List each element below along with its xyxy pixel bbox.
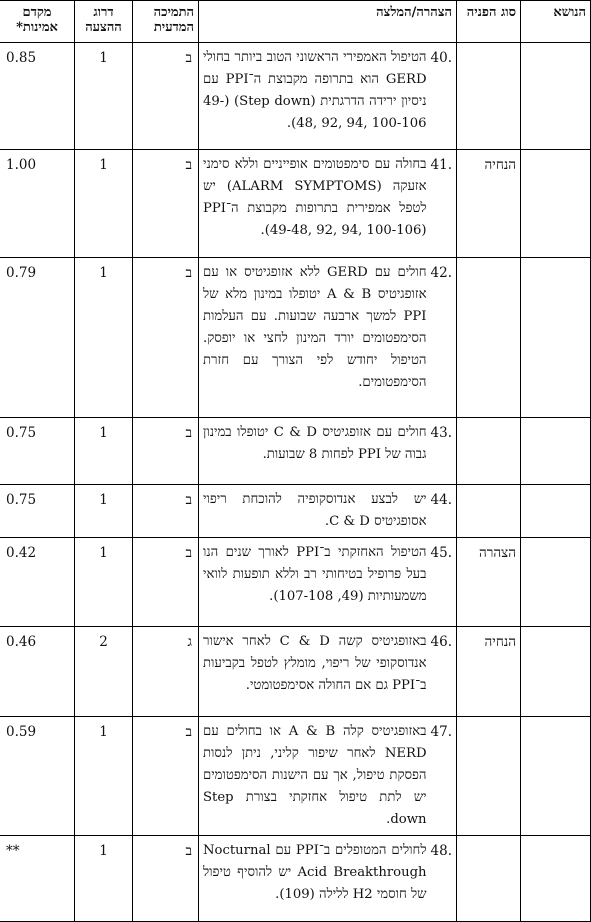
type-cell: הנחיה	[457, 150, 521, 258]
type-cell	[457, 418, 521, 485]
table-row	[0, 485, 591, 538]
support-cell: ב	[133, 717, 199, 836]
statement-number: .40	[430, 50, 452, 66]
grade-cell: 1	[75, 485, 133, 538]
statement-text: לחולים המטופלים ב־PPI עם Nocturnal Acid Breakthrough יש להוסיף טיפול של חוסמי H2 ללילה (109).	[203, 843, 427, 902]
statement-number: .41	[430, 157, 452, 173]
grade-cell: 1	[75, 418, 133, 485]
type-cell	[457, 258, 521, 418]
statement-cell	[199, 717, 457, 836]
type-cell: הנחיה	[457, 627, 521, 717]
type-cell	[457, 836, 521, 922]
coefficient-cell: 0.59	[0, 717, 75, 836]
statement-cell	[199, 538, 457, 627]
topic-cell	[521, 150, 591, 258]
topic-cell	[521, 836, 591, 922]
coefficient-cell: **	[0, 836, 75, 922]
support-cell: ב	[133, 418, 199, 485]
statement-number: .45	[430, 545, 452, 561]
support-cell: ב	[133, 150, 199, 258]
header-scientific-support: התמיכה המדעית	[133, 1, 199, 43]
support-cell: ב	[133, 538, 199, 627]
statement-cell	[199, 43, 457, 150]
topic-cell	[521, 538, 591, 627]
coefficient-cell: 0.85	[0, 43, 75, 150]
table-row	[0, 538, 591, 627]
support-cell: ג	[133, 627, 199, 717]
grade-cell: 1	[75, 717, 133, 836]
statement-number: .47	[430, 724, 452, 740]
header-topic: הנושא	[521, 1, 591, 43]
topic-cell	[521, 418, 591, 485]
grade-cell: 1	[75, 836, 133, 922]
statement-number: .48	[430, 843, 452, 859]
statement-text: הטיפול האחזקתי ב־PPI לאורך שנים הנו בעל פרופיל בטיחותי רב וללא תופעות לוואי משמעותיות (49, 107-108).	[203, 545, 427, 604]
statement-number: .46	[430, 634, 452, 650]
statement-cell	[199, 150, 457, 258]
table-header-row	[0, 1, 591, 43]
statement-number: .43	[430, 425, 452, 441]
topic-cell	[521, 43, 591, 150]
statement-cell	[199, 627, 457, 717]
support-cell: ב	[133, 258, 199, 418]
coefficient-cell: 1.00	[0, 150, 75, 258]
table-row	[0, 418, 591, 485]
coefficient-cell: 0.42	[0, 538, 75, 627]
statement-text: יש לבצע אנדוסקופיה להוכחת ריפוי אסופגיטיס C & D.	[203, 492, 427, 529]
topic-cell	[521, 258, 591, 418]
type-cell	[457, 43, 521, 150]
grade-cell: 1	[75, 258, 133, 418]
header-referral-type: סוג הפניה	[457, 1, 521, 43]
header-reliability-coefficient: מקדם אמינות*	[0, 1, 75, 43]
coefficient-cell: 0.79	[0, 258, 75, 418]
coefficient-cell: 0.46	[0, 627, 75, 717]
table-row	[0, 258, 591, 418]
header-statement: הצהרה/המלצה	[199, 1, 457, 43]
table-row	[0, 836, 591, 922]
table-row	[0, 627, 591, 717]
grade-cell: 1	[75, 150, 133, 258]
support-cell: ב	[133, 485, 199, 538]
type-cell: הצהרה	[457, 538, 521, 627]
coefficient-cell: 0.75	[0, 418, 75, 485]
grade-cell: 2	[75, 627, 133, 717]
statement-text: חולים עם אזופגיטיס C & D יטופלו במינון גבוה של PPI לפחות 8 שבועות.	[203, 425, 427, 462]
grade-cell: 1	[75, 538, 133, 627]
type-cell	[457, 485, 521, 538]
statement-text: חולים עם GERD ללא אזופגיטיס או עם אזופגיטיס A & B יטופלו במינון מלא של PPI למשך ארבעה שבועות. עם העלמות הסימפטומים יורד המינון לחצי או יופסק. הטיפול יחודש לפי הצורך עם חזרת הסימפטומים.	[203, 265, 427, 390]
statement-number: .44	[430, 492, 452, 508]
statement-text: באזופגיטיס קלה A & B או בחולים עם NERD לאחר שיפור קליני, ניתן לנסות הפסקת טיפול, אך עם הישנות הסימפטומים יש לתת טיפול אחזקתי בצורת Step down.	[203, 724, 427, 827]
support-cell: ב	[133, 836, 199, 922]
statement-number: .42	[430, 265, 452, 281]
table-row	[0, 717, 591, 836]
statement-cell	[199, 258, 457, 418]
statement-cell	[199, 418, 457, 485]
table-row	[0, 150, 591, 258]
statement-text: בחולה עם סימפטומים אופייניים וללא סימני אזעקה (ALARM SYMPTOMS) יש לטפל אמפירית בתרופות מקבוצת ה־PPI (49-48, 92, 94, 100-106).	[203, 157, 427, 238]
statement-text: הטיפול האמפירי הראשוני הטוב ביותר בחולי GERD הוא בתרופה מקבוצת ה־PPI עם ניסיון ירידה הדרגתית (Step down) (49-48, 92, 94, 100-106).	[203, 50, 427, 131]
statement-text: באזופגיטיס קשה C & D לאחר אישור אנדוסקופי של ריפוי, מומלץ לטפל בקביעות ב־PPI גם אם החולה אסימפטומטי.	[203, 634, 427, 693]
statement-cell	[199, 485, 457, 538]
statement-cell	[199, 836, 457, 922]
support-cell: ב	[133, 43, 199, 150]
table-row	[0, 43, 591, 150]
header-recommendation-grade: דרוג ההצעה	[75, 1, 133, 43]
topic-cell	[521, 485, 591, 538]
topic-cell	[521, 627, 591, 717]
grade-cell: 1	[75, 43, 133, 150]
type-cell	[457, 717, 521, 836]
topic-cell	[521, 717, 591, 836]
coefficient-cell: 0.75	[0, 485, 75, 538]
